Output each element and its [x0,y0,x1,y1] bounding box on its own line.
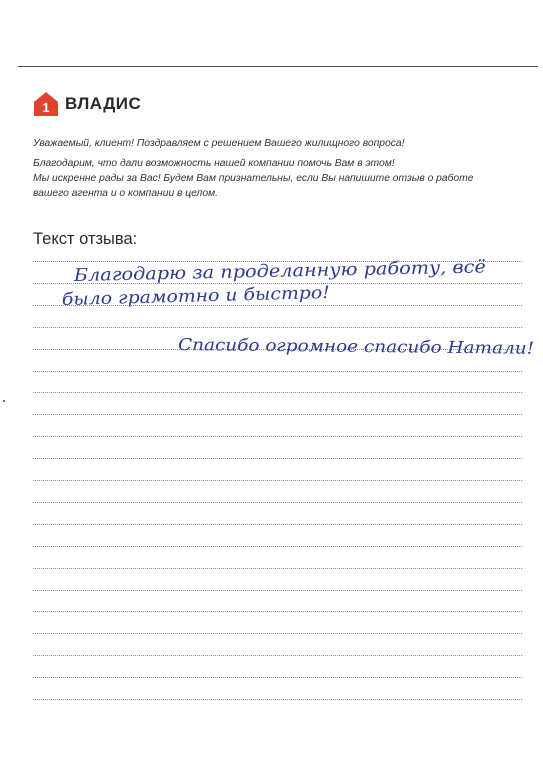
logo-digit: 1 [42,100,50,115]
review-heading: Текст отзыва: [33,230,138,248]
brand-name: ВЛАДИС [65,94,142,113]
handwritten-line-2: было грамотно и быстро! [61,283,304,310]
scan-speck [3,400,5,402]
greeting-text: Уважаемый, клиент! Поздравляем с решением Вашего жилищного вопроса! [33,138,405,149]
handwritten-line-3: Спасибо огромное спасибо Натали! [177,335,497,358]
thanks-line-2: Мы искренне рады за Вас! Будем Вам признательны, если Вы напишите отзыв о работе [33,173,474,184]
handwritten-line-1: Благодарю за проделанную работу, всё [73,258,449,286]
thanks-line-1: Благодарим, что дали возможность нашей компании помочь Вам в этом! [33,158,395,169]
thanks-line-3: вашего агента и о компании в целом. [33,188,218,199]
